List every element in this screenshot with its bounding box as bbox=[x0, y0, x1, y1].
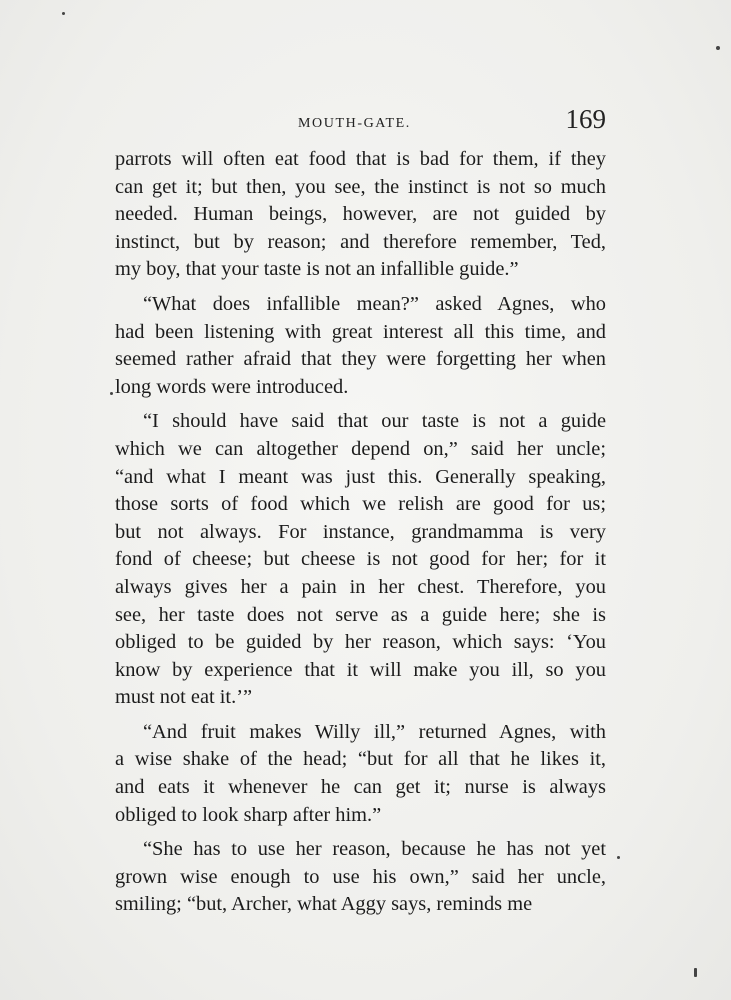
text-line: fond of cheese; but cheese is not good for her; for it bbox=[115, 548, 606, 571]
body-text bbox=[115, 146, 606, 919]
chapter-title: MOUTH-GATE. bbox=[298, 116, 411, 131]
text-line: know by experience that it will make you ill, so you bbox=[115, 658, 606, 681]
text-line: but not always. For instance, grandmamma is very bbox=[115, 520, 606, 543]
paragraph-gap bbox=[115, 712, 606, 719]
text-line: always gives her a pain in her chest. Therefore, you bbox=[115, 575, 606, 598]
paragraph-gap bbox=[115, 284, 606, 291]
page-number: 169 bbox=[565, 104, 606, 134]
text-line: “What does infallible mean?” asked Agnes, who bbox=[143, 292, 606, 315]
paragraph bbox=[115, 719, 606, 829]
print-speck bbox=[716, 46, 720, 50]
text-line: can get it; but then, you see, the instinct is not so much bbox=[115, 175, 606, 198]
text-line: and eats it whenever he can get it; nurse is always bbox=[115, 776, 606, 799]
paragraph bbox=[115, 836, 606, 919]
text-line: grown wise enough to use his own,” said her uncle, bbox=[115, 865, 606, 888]
print-speck bbox=[617, 856, 620, 859]
text-line: must not eat it.’” bbox=[115, 686, 253, 709]
text-line: seemed rather afraid that they were forgetting her when bbox=[115, 348, 606, 371]
text-line: my boy, that your taste is not an infallible guide.” bbox=[115, 258, 519, 281]
text-line: obliged to be guided by her reason, which says: ‘You bbox=[115, 631, 606, 654]
print-speck bbox=[694, 968, 697, 977]
text-line: those sorts of food which we relish are good for us; bbox=[115, 493, 606, 516]
text-line: “I should have said that our taste is not a guide bbox=[143, 410, 606, 433]
text-line: needed. Human beings, however, are not guided by bbox=[115, 203, 606, 226]
text-line: obliged to look sharp after him.” bbox=[115, 803, 382, 826]
text-line: parrots will often eat food that is bad for them, if they bbox=[115, 148, 606, 170]
text-line: “And fruit makes Willy ill,” returned Agnes, with bbox=[143, 720, 606, 743]
paragraph-gap bbox=[115, 829, 606, 836]
paragraph bbox=[115, 291, 606, 401]
text-line: long words were introduced. bbox=[115, 375, 349, 398]
print-speck bbox=[62, 12, 65, 15]
paragraph-gap bbox=[115, 401, 606, 408]
paragraph bbox=[115, 408, 606, 712]
text-line: “and what I meant was just this. Generally speaking, bbox=[115, 465, 606, 488]
text-line: a wise shake of the head; “but for all that he likes it, bbox=[115, 748, 606, 771]
text-line: instinct, but by reason; and therefore remember, Ted, bbox=[115, 230, 606, 253]
running-head bbox=[115, 104, 606, 144]
print-speck bbox=[110, 392, 113, 395]
text-line: see, her taste does not serve as a guide here; she is bbox=[115, 603, 606, 626]
text-line: had been listening with great interest all this time, and bbox=[115, 320, 606, 343]
text-line: “She has to use her reason, because he has not yet bbox=[143, 838, 606, 861]
paragraph bbox=[115, 146, 606, 284]
text-line: smiling; “but, Archer, what Aggy says, reminds me bbox=[115, 893, 533, 916]
text-line: which we can altogether depend on,” said her uncle; bbox=[115, 437, 606, 460]
